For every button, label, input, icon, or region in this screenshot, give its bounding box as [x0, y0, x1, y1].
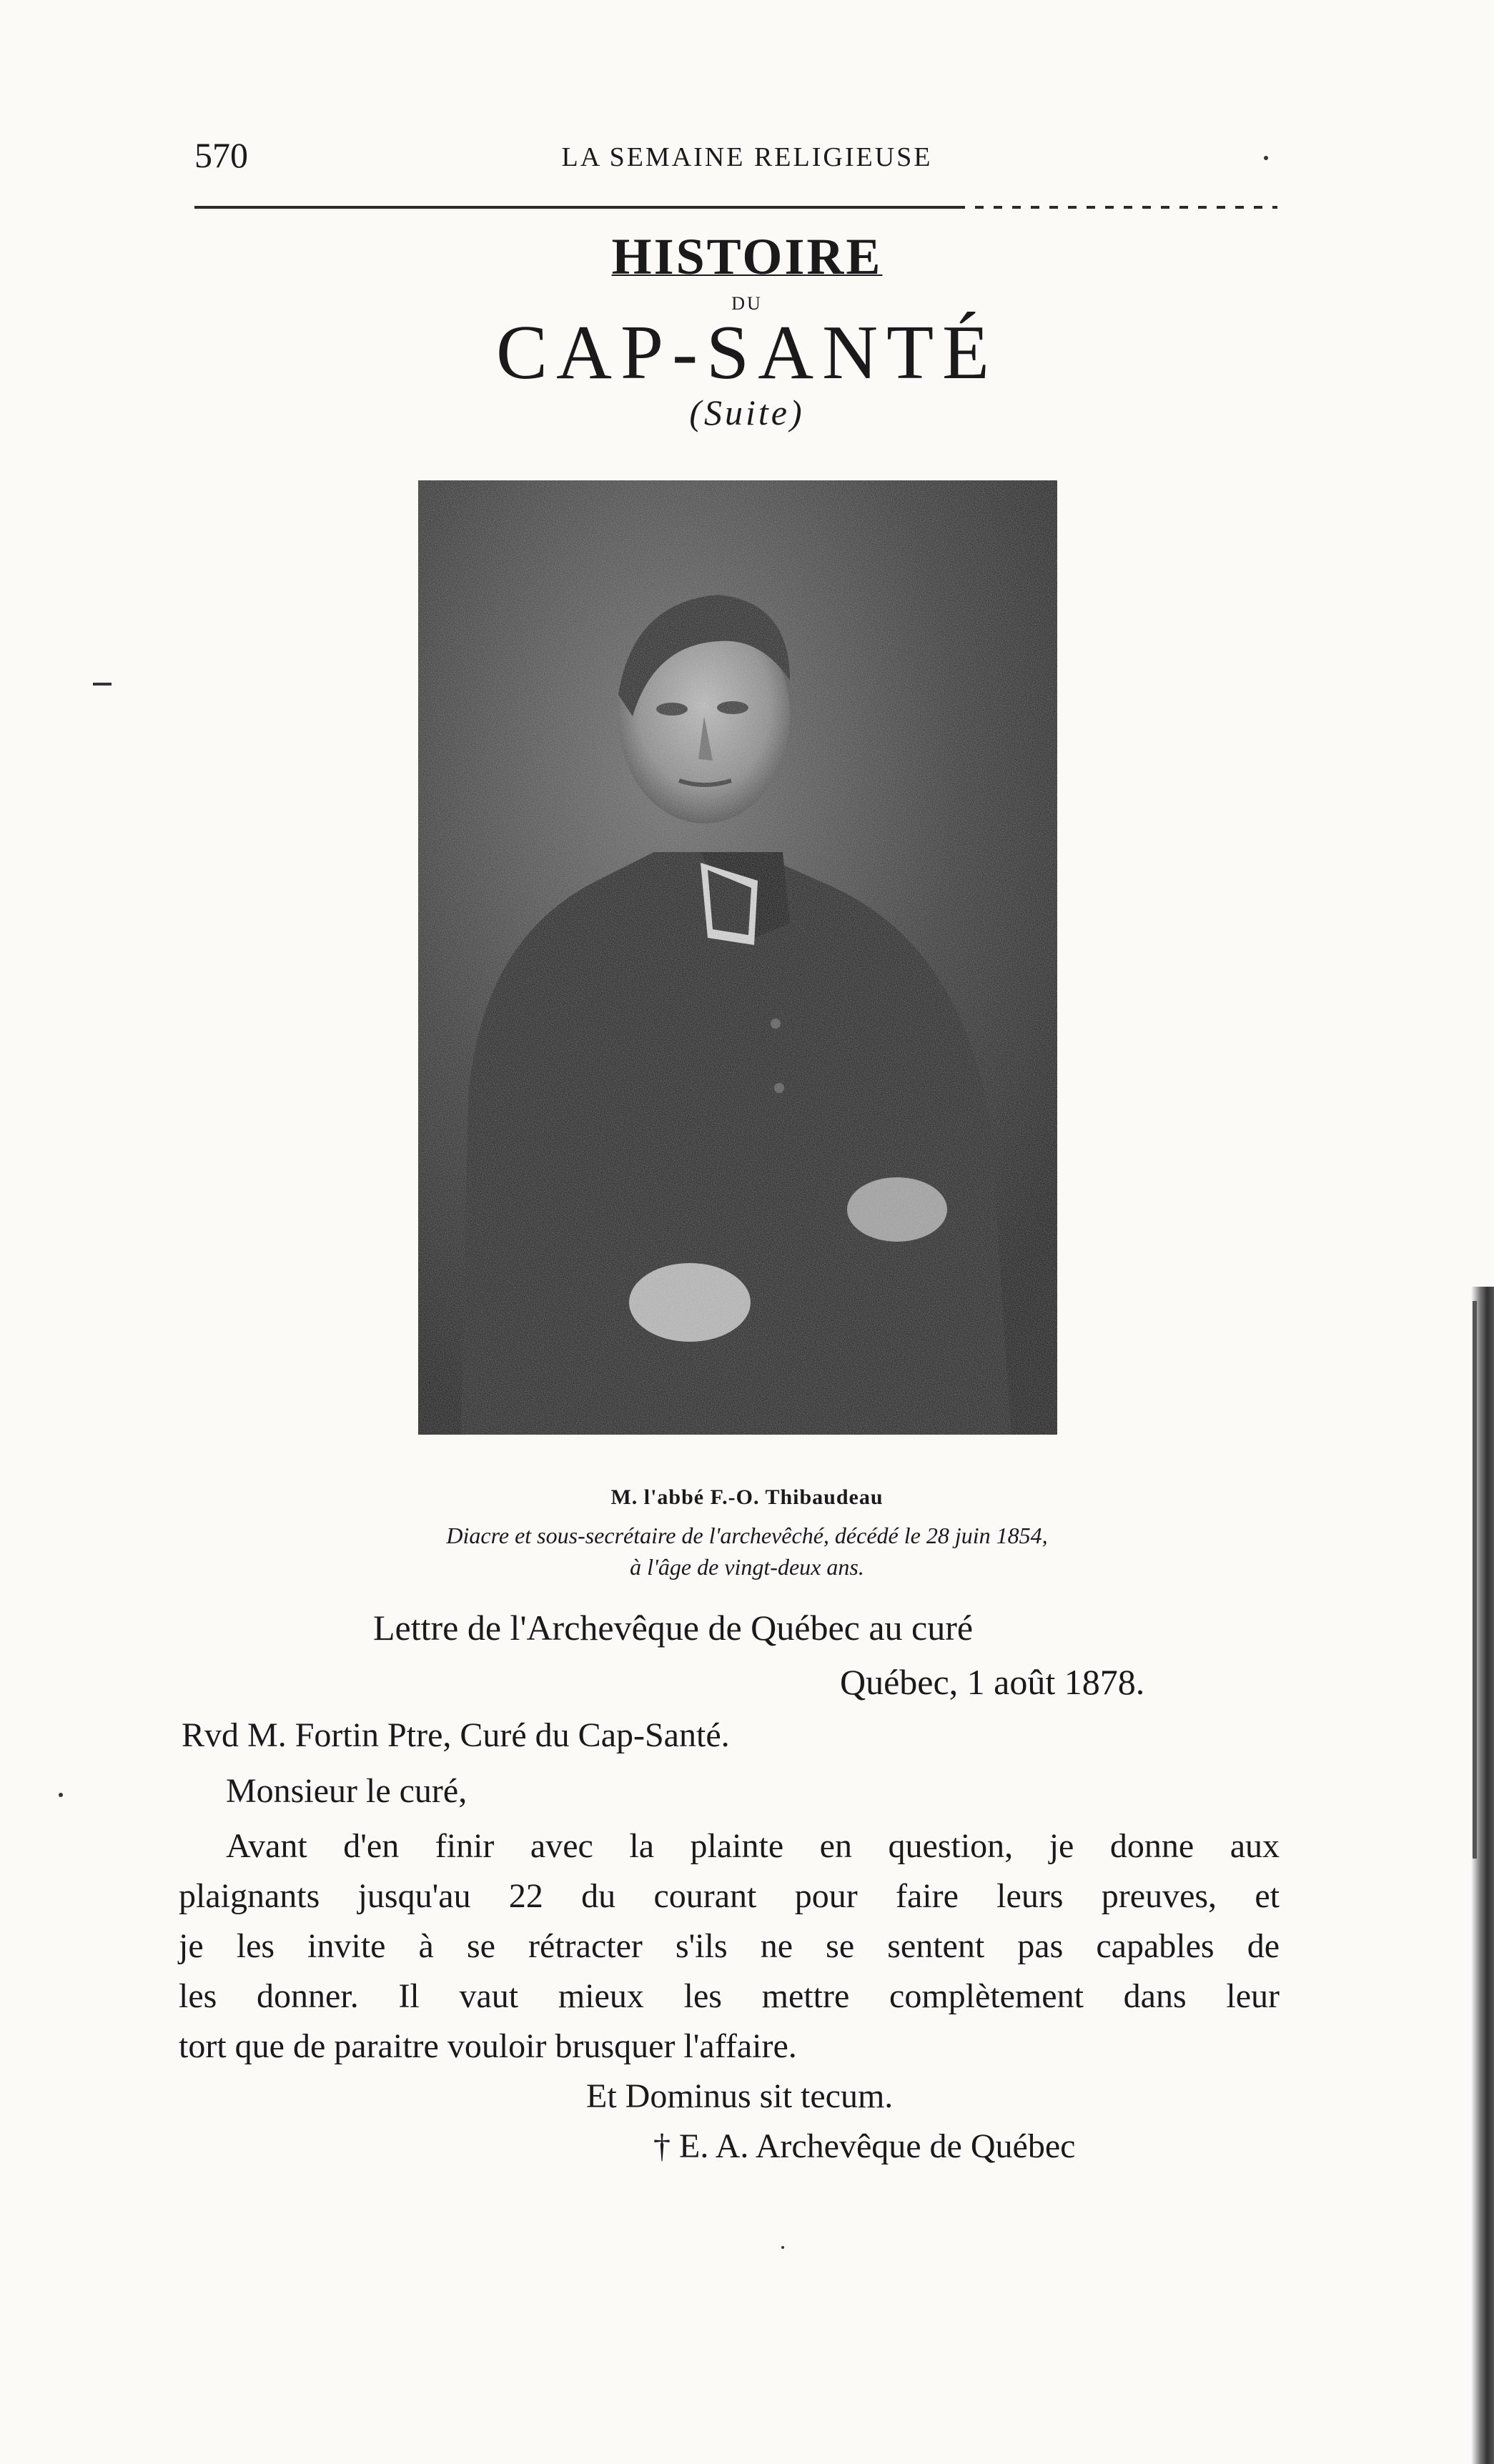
- portrait-photo: [418, 480, 1057, 1435]
- article-title: HISTOIRE: [611, 228, 883, 285]
- article-title-main: CAP-SANTÉ: [495, 310, 999, 395]
- margin-speck: [59, 1793, 63, 1797]
- margin-speck: [1264, 156, 1268, 160]
- letter-body-line: je les invite à se rétracter s'ils ne se sentent pas capables de: [179, 1927, 1280, 1965]
- running-title: LA SEMAINE RELIGIEUSE: [561, 142, 933, 172]
- letter-salutation: Monsieur le curé,: [226, 1772, 468, 1810]
- letter-signature: † E. A. Archevêque de Québec: [653, 2127, 1076, 2165]
- photo-caption-line: à l'âge de vingt-deux ans.: [630, 1554, 864, 1580]
- letter-addressee: Rvd M. Fortin Ptre, Curé du Cap-Santé.: [182, 1716, 730, 1754]
- photo-caption-line: Diacre et sous-secrétaire de l'archevêché, décédé le 28 juin 1854,: [446, 1523, 1048, 1548]
- article-title-suite: (Suite): [689, 392, 805, 432]
- letter-body-line: Avant d'en finir avec la plainte en question, je donne aux: [226, 1827, 1280, 1865]
- margin-mark: [93, 683, 112, 686]
- scan-edge-line: [1473, 1301, 1477, 1859]
- letter-heading: Lettre de l'Archevêque de Québec au curé: [373, 1608, 974, 1648]
- letter-date: Québec, 1 août 1878.: [840, 1662, 1145, 1702]
- page-number: 570: [194, 135, 248, 175]
- letter-body-line: tort que de paraitre vouloir brusquer l'affaire.: [179, 2027, 797, 2065]
- margin-speck: [781, 2246, 784, 2249]
- letter-body-line: plaignants jusqu'au 22 du courant pour faire leurs preuves, et: [179, 1877, 1280, 1915]
- header-rule-broken: [965, 206, 1277, 209]
- photo-caption-name: M. l'abbé F.-O. Thibaudeau: [610, 1485, 884, 1509]
- article-title-du: DU: [731, 293, 763, 314]
- letter-closing: Et Dominus sit tecum.: [586, 2077, 894, 2115]
- letter-body-line: les donner. Il vaut mieux les mettre complètement dans leur: [179, 1977, 1280, 2015]
- photo-caption-description: [0, 1520, 1494, 1583]
